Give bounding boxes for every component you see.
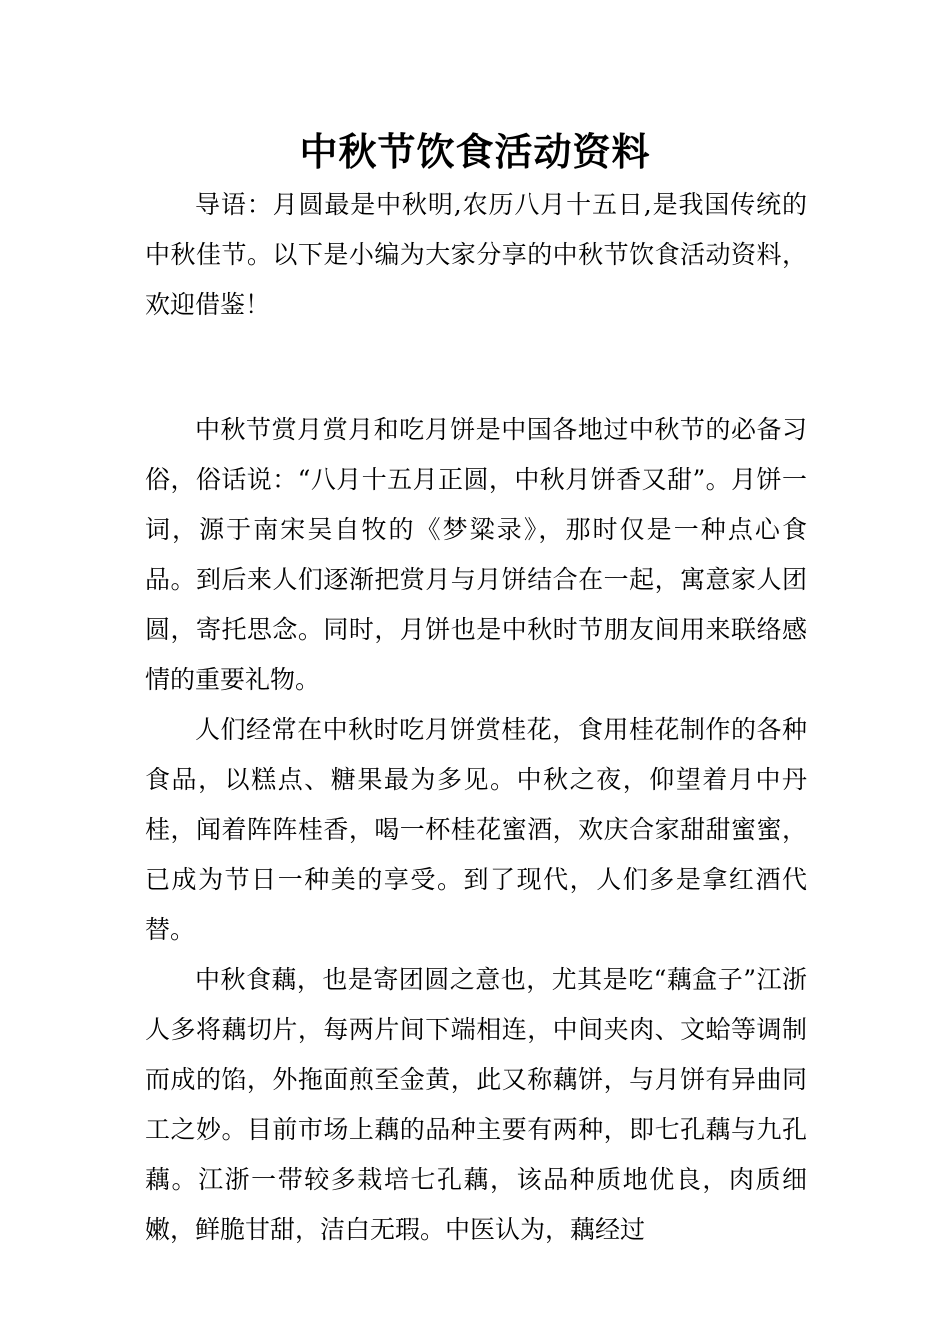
- intro-paragraph: 导语：月圆最是中秋明,农历八月十五日,是我国传统的中秋佳节。以下是小编为大家分享的中秋节饮食活动资料，欢迎借鉴！: [145, 190, 807, 319]
- body-paragraph-lotus-root: 中秋食藕，也是寄团圆之意也，尤其是吃“藕盒子”江浙人多将藕切片，每两片间下端相连，中间夹肉、文蛤等调制而成的馅，外拖面煎至金黄，此又称藕饼，与月饼有异曲同工之妙。目前市场上藕的品种主要有两种，即七孔藕与九孔藕。江浙一带较多栽培七孔藕，该品种质地优良，肉质细嫩，鲜脆甘甜，洁白无瑕。中医认为，藕经过: [145, 965, 807, 1244]
- document-title: 中秋节饮食活动资料: [299, 129, 651, 174]
- paragraph-gap: [145, 330, 807, 380]
- body-paragraph-osmanthus: 人们经常在中秋时吃月饼赏桂花，食用桂花制作的各种食品，以糕点、糖果最为多见。中秋之夜，仰望着月中丹桂，闻着阵阵桂香，喝一杯桂花蜜酒，欢庆合家甜甜蜜蜜，已成为节日一种美的享受。到了现代，人们多是拿红酒代替。: [145, 715, 807, 944]
- body-paragraph-mooncake: 中秋节赏月赏月和吃月饼是中国各地过中秋节的必备习俗，俗话说：“八月十五月正圆，中秋月饼香又甜”。月饼一词，源于南宋吴自牧的《梦粱录》，那时仅是一种点心食品。到后来人们逐渐把赏月与月饼结合在一起，寓意家人团圆，寄托思念。同时，月饼也是中秋时节朋友间用来联络感情的重要礼物。: [145, 415, 807, 694]
- paragraph-gap: [145, 380, 807, 405]
- document-body: [145, 180, 807, 1255]
